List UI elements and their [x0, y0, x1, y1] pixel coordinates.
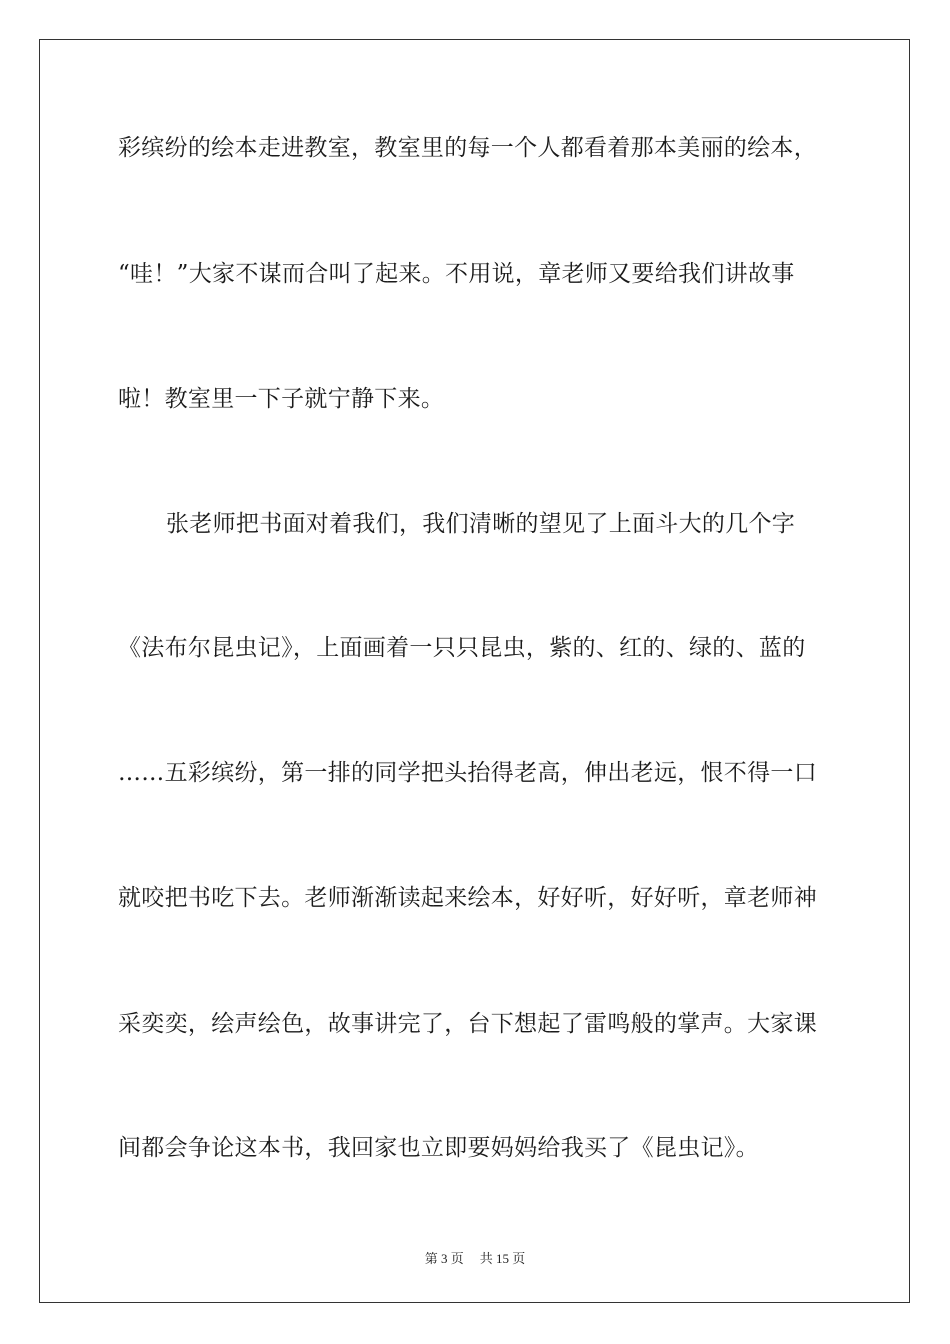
- page-number: 第 3 页: [424, 1251, 464, 1266]
- text-line: ……五彩缤纷，第一排的同学把头抬得老高，伸出老远，恨不得一口: [118, 760, 817, 786]
- text-line: 采奕奕，绘声绘色，故事讲完了，台下想起了雷鸣般的掌声。大家课: [118, 1011, 817, 1037]
- text-line: 啦！教室里一下子就宁静下来。: [118, 386, 445, 412]
- text-line: 彩缤纷的绘本走进教室，教室里的每一个人都看着那本美丽的绘本，: [118, 135, 817, 161]
- page-border: [39, 39, 910, 1303]
- text-line: 就咬把书吃下去。老师渐渐读起来绘本，好好听，好好听，章老师神: [118, 885, 817, 911]
- text-line: “哇！”大家不谋而合叫了起来。不用说，章老师又要给我们讲故事: [118, 261, 795, 287]
- text-line: 《法布尔昆虫记》，上面画着一只只昆虫，紫的、红的、绿的、蓝的: [118, 635, 806, 661]
- text-line: 间都会争论这本书，我回家也立即要妈妈给我买了《昆虫记》。: [118, 1135, 759, 1161]
- page-footer: [0, 1248, 950, 1267]
- page-total: 共 15 页: [479, 1251, 526, 1266]
- paragraph-start-line: 张老师把书面对着我们，我们清晰的望见了上面斗大的几个字: [166, 511, 796, 537]
